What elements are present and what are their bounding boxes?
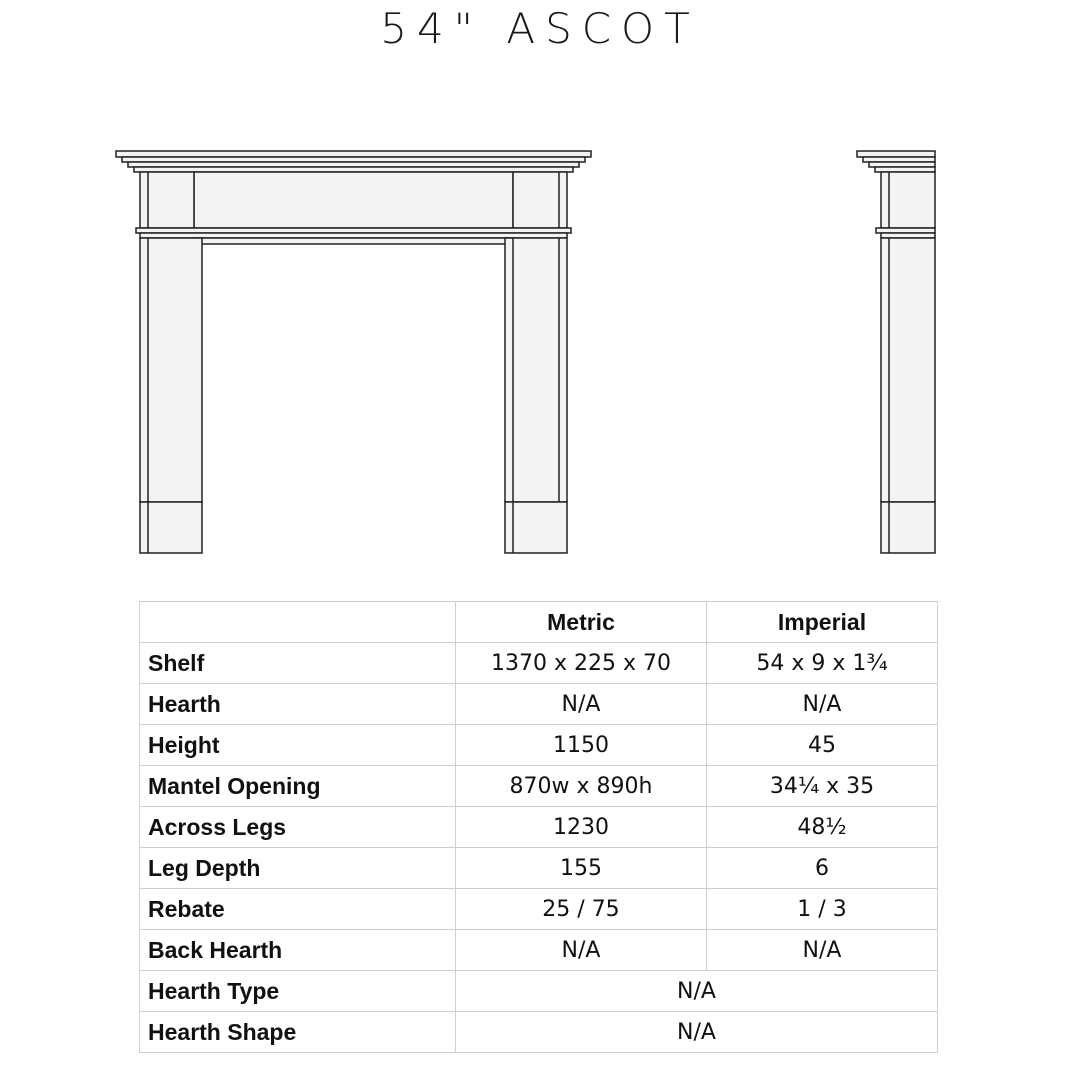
row-label: Mantel Opening bbox=[140, 766, 456, 807]
imperial-value: 1 / 3 bbox=[707, 889, 938, 930]
front-elevation bbox=[116, 151, 591, 553]
metric-value: N/A bbox=[456, 684, 707, 725]
row-label: Rebate bbox=[140, 889, 456, 930]
header-blank bbox=[140, 602, 456, 643]
imperial-value: 48½ bbox=[707, 807, 938, 848]
spec-table bbox=[139, 601, 938, 1053]
table-row bbox=[140, 766, 938, 807]
imperial-value: N/A bbox=[707, 930, 938, 971]
imperial-value: N/A bbox=[707, 684, 938, 725]
metric-value: 25 / 75 bbox=[456, 889, 707, 930]
row-label: Hearth Type bbox=[140, 971, 456, 1012]
merged-value: N/A bbox=[456, 1012, 938, 1053]
table-row bbox=[140, 971, 938, 1012]
header-imperial: Imperial bbox=[707, 602, 938, 643]
imperial-value: 34¼ x 35 bbox=[707, 766, 938, 807]
table-row bbox=[140, 1012, 938, 1053]
metric-value: 1230 bbox=[456, 807, 707, 848]
row-label: Shelf bbox=[140, 643, 456, 684]
row-label: Hearth bbox=[140, 684, 456, 725]
row-label: Hearth Shape bbox=[140, 1012, 456, 1053]
table-row bbox=[140, 684, 938, 725]
table-row bbox=[140, 807, 938, 848]
side-elevation bbox=[857, 151, 935, 553]
row-label: Back Hearth bbox=[140, 930, 456, 971]
table-row bbox=[140, 725, 938, 766]
metric-value: 870w x 890h bbox=[456, 766, 707, 807]
table-row bbox=[140, 930, 938, 971]
row-label: Across Legs bbox=[140, 807, 456, 848]
merged-value: N/A bbox=[456, 971, 938, 1012]
imperial-value: 45 bbox=[707, 725, 938, 766]
metric-value: 1370 x 225 x 70 bbox=[456, 643, 707, 684]
table-row bbox=[140, 848, 938, 889]
page-title: 54" ASCOT bbox=[380, 4, 700, 53]
imperial-value: 54 x 9 x 1¾ bbox=[707, 643, 938, 684]
table-row bbox=[140, 643, 938, 684]
metric-value: 155 bbox=[456, 848, 707, 889]
table-row bbox=[140, 889, 938, 930]
row-label: Leg Depth bbox=[140, 848, 456, 889]
metric-value: N/A bbox=[456, 930, 707, 971]
header-metric: Metric bbox=[456, 602, 707, 643]
metric-value: 1150 bbox=[456, 725, 707, 766]
imperial-value: 6 bbox=[707, 848, 938, 889]
row-label: Height bbox=[140, 725, 456, 766]
table-header-row bbox=[140, 602, 938, 643]
